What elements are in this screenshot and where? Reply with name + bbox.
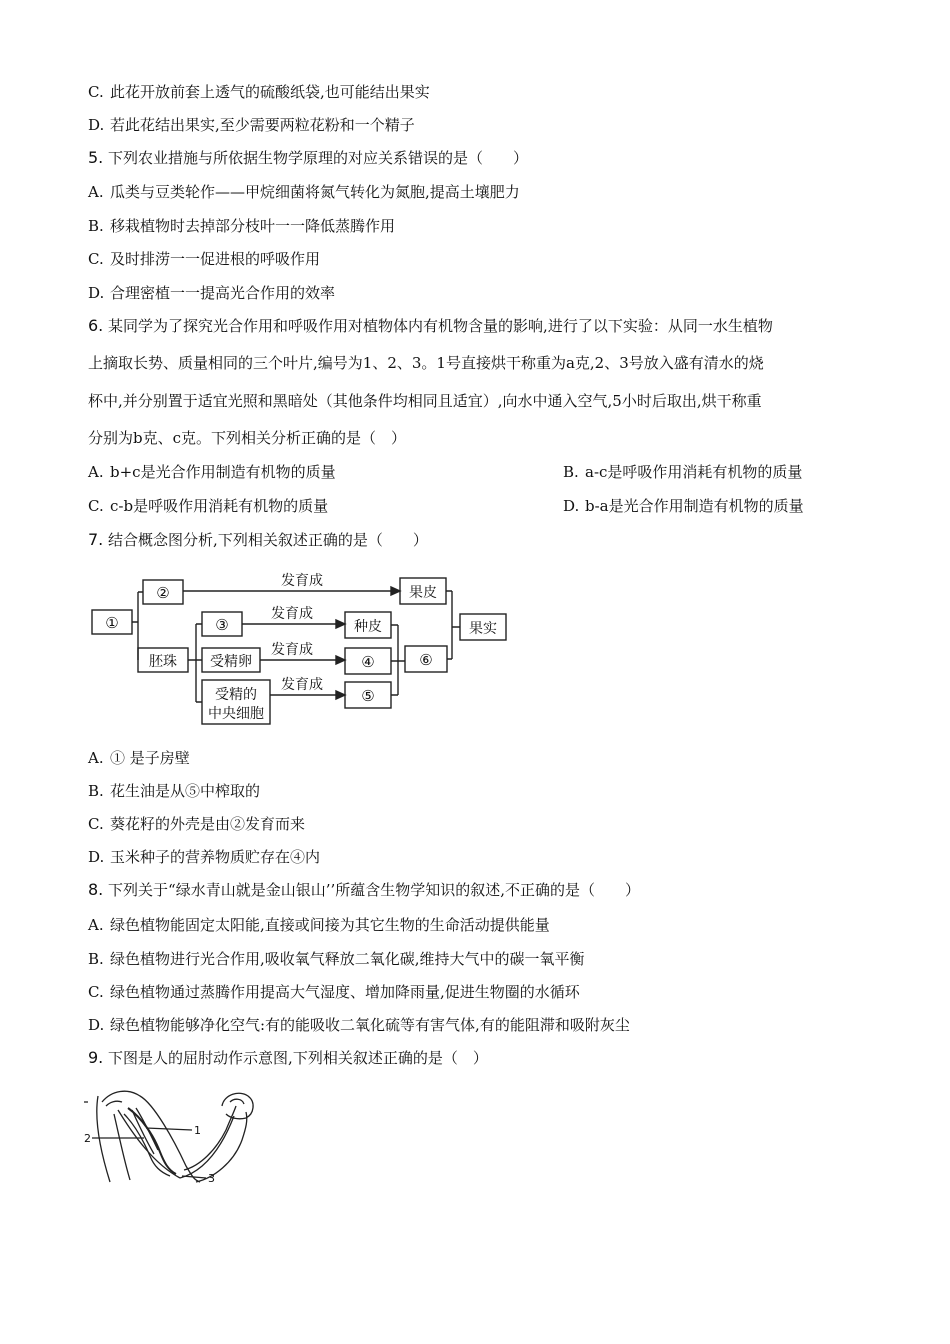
arrowhead-3 <box>336 620 345 628</box>
label-2: 2 <box>84 1132 91 1145</box>
q8-stem: 8. 下列关于“绿水青山就是金山银山’’所蕴含生物学知识的叙述,不正确的是（ ） <box>88 880 641 899</box>
q6-option-a: A. b+c是光合作用制造有机物的质量 <box>88 463 336 481</box>
node-ovule-label: 胚珠 <box>149 654 177 670</box>
scapula-outline <box>97 1096 110 1182</box>
q6-options-row-2 <box>88 496 868 516</box>
node-fert-central-label-1: 受精的 <box>215 687 257 703</box>
q8-option-b: B. 绿色植物进行光合作用,吸收氧气释放二氧化碳,维持大气中的碳一氧平衡 <box>88 950 585 968</box>
q5-option-d: D. 合理密植一一提高光合作用的效率 <box>88 284 336 302</box>
label-1: 1 <box>194 1124 201 1137</box>
node-2-label: ② <box>156 584 170 602</box>
node-fert-central-label-2: 中央细胞 <box>208 706 264 722</box>
node-3-label: ③ <box>215 616 229 634</box>
node-fruit-skin-label: 果皮 <box>409 585 437 601</box>
develop-label-1: 发育成 <box>281 573 323 589</box>
bracket-fruit <box>446 591 460 659</box>
q9-stem: 9. 下图是人的屈肘动作示意图,下列相关叙述正确的是（ ） <box>88 1048 488 1067</box>
q6-option-b: B. a-c是呼吸作用消耗有机物的质量 <box>563 463 803 481</box>
fist-outline <box>222 1093 253 1119</box>
q8-option-d: D. 绿色植物能够净化空气:有的能吸收二氧化硫等有害气体,有的能阻滞和吸附灰尘 <box>88 1016 630 1034</box>
q6-option-d: D. b-a是光合作用制造有机物的质量 <box>563 497 804 515</box>
develop-label-3: 发育成 <box>271 642 313 658</box>
q7-option-c: C. 葵花籽的外壳是由②发育而来 <box>88 815 306 833</box>
forearm-bottom-outline <box>196 1112 247 1182</box>
develop-label-4: 发育成 <box>281 677 323 693</box>
label-3: 3 <box>208 1172 215 1185</box>
arrowhead-central <box>336 691 345 699</box>
bracket-node-1 <box>132 592 143 660</box>
bracket-ovule <box>188 624 202 702</box>
arrowhead-egg <box>336 656 345 664</box>
elbow-flexion-diagram <box>84 1080 264 1192</box>
q7-option-a: A. ① 是子房壁 <box>88 749 190 767</box>
arrowhead-2 <box>391 587 400 595</box>
shoulder-joint <box>106 1101 122 1106</box>
fruit-development-concept-map <box>80 562 520 734</box>
q8-option-c: C. 绿色植物通过蒸腾作用提高大气湿度、增加降雨量,促进生物圈的水循环 <box>88 983 580 1001</box>
q4-option-c: C. 此花开放前套上透气的硫酸纸袋,也可能结出果实 <box>88 83 430 101</box>
q7-option-b: B. 花生油是从⑤中榨取的 <box>88 782 261 800</box>
q6-stem-line-3: 杯中,并分别置于适宜光照和黑暗处（其他条件均相同且适宜）,向水中通入空气,5小时后取出,烘干称重 <box>88 392 762 410</box>
q6-option-c: C. c-b是呼吸作用消耗有机物的质量 <box>88 497 329 515</box>
node-6-label: ⑥ <box>419 651 433 669</box>
q7-stem: 7. 结合概念图分析,下列相关叙述正确的是（ ） <box>88 530 428 549</box>
q7-option-d: D. 玉米种子的营养物质贮存在④内 <box>88 848 321 866</box>
q4-option-d: D. 若此花结出果实,至少需要两粒花粉和一个精子 <box>88 116 415 134</box>
q8-option-a: A. 绿色植物能固定太阳能,直接或间接为其它生物的生命活动提供能量 <box>88 916 550 934</box>
node-4-label: ④ <box>361 653 375 671</box>
q5-stem: 5. 下列农业措施与所依据生物学原理的对应关系错误的是（ ） <box>88 148 529 167</box>
q5-option-a: A. 瓜类与豆类轮作——甲烷细菌将氮气转化为氮胞,提高土壤肥力 <box>88 183 520 201</box>
bracket-seed <box>391 625 405 695</box>
develop-label-2: 发育成 <box>271 606 313 622</box>
node-seed-coat-label: 种皮 <box>354 619 382 635</box>
q6-stem-line-2: 上摘取长势、质量相同的三个叶片,编号为1、2、3。1号直接烘干称重为a克,2、3号放入盛有清水的烧 <box>88 354 764 372</box>
node-1-label: ① <box>105 614 119 632</box>
q5-option-b: B. 移栽植物时去掉部分枝叶一一降低蒸腾作用 <box>88 217 396 235</box>
fist-detail <box>230 1099 244 1104</box>
node-5-label: ⑤ <box>361 687 375 705</box>
node-fruit-label: 果实 <box>469 621 497 637</box>
leader-line-1 <box>146 1128 192 1130</box>
q5-option-c: C. 及时排涝一一促进根的呼吸作用 <box>88 250 321 268</box>
node-fert-egg-label: 受精卵 <box>210 654 252 670</box>
q6-stem-line-4: 分别为b克、c克。下列相关分析正确的是（ ） <box>88 429 407 447</box>
q6-options-row-1 <box>88 462 868 482</box>
q6-stem-line-1: 6. 某同学为了探究光合作用和呼吸作用对植物体内有机物含量的影响,进行了以下实验：从同一水生植物 <box>88 316 773 335</box>
